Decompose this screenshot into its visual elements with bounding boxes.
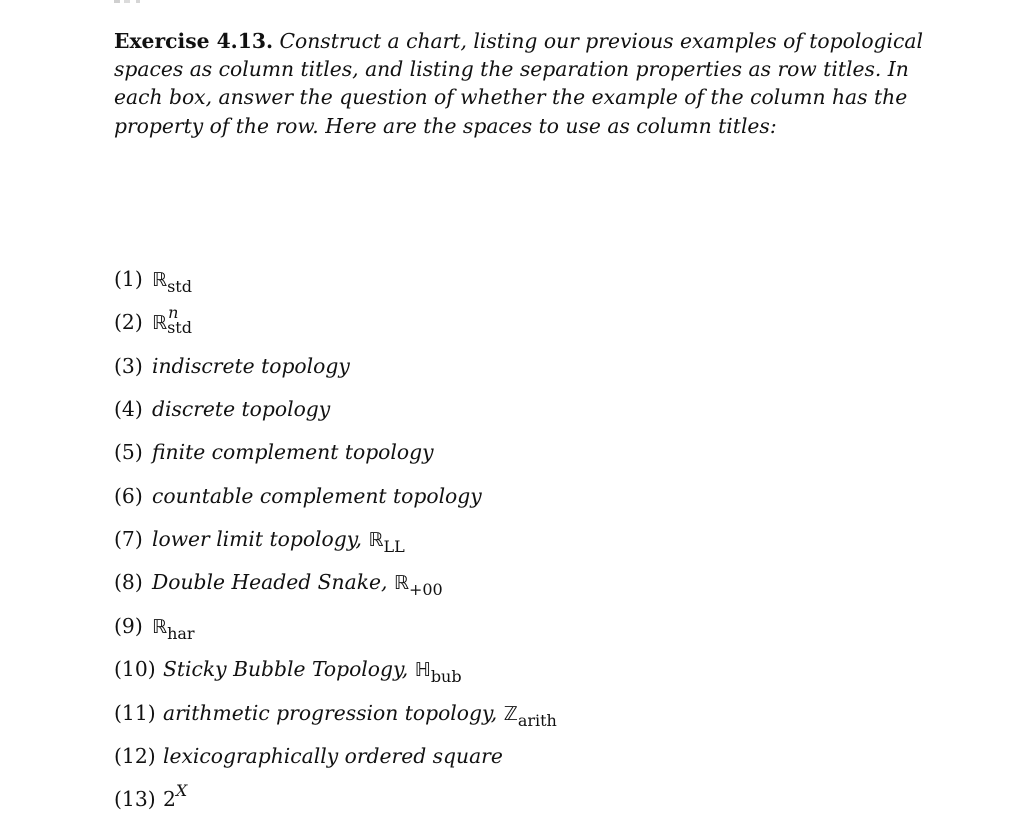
list-item-13 [114, 780, 188, 813]
superscript: n [168, 302, 179, 322]
blackboard-symbol: ℍ [414, 658, 431, 681]
list-item-number: (10) [114, 656, 156, 681]
list-item-text: countable complement topology [152, 483, 482, 508]
list-item-7 [114, 526, 405, 556]
list-item-number: (5) [114, 439, 143, 464]
list-item-5 [114, 440, 434, 464]
list-item-9 [114, 613, 195, 643]
blackboard-symbol: ℝ [152, 268, 168, 291]
list-item-number: (4) [114, 396, 143, 421]
exercise-block [114, 27, 929, 811]
list-item-text: finite complement topology [152, 439, 434, 464]
exercise-label: Exercise 4.13. [114, 29, 274, 53]
list-item-text: indiscrete topology [152, 353, 350, 378]
list-item-8 [114, 569, 443, 599]
list-item-number: (13) [114, 786, 156, 811]
list-item-number: (3) [114, 353, 143, 378]
blackboard-symbol: ℤ [503, 702, 518, 725]
subscript: arith [517, 710, 557, 730]
list-item-number: (7) [114, 526, 143, 551]
list-item-10 [114, 656, 462, 686]
blackboard-symbol: ℝ [152, 615, 168, 638]
list-item-text: lower limit topology, [152, 526, 369, 551]
list-item-number: (11) [114, 700, 156, 725]
list-item-text: arithmetic progression topology, [163, 700, 504, 725]
blackboard-symbol: ℝ [152, 311, 168, 334]
list-item-number: (2) [114, 309, 143, 334]
subscript: std [167, 317, 192, 337]
exercise-paragraph [114, 27, 929, 140]
list-item-4 [114, 397, 330, 421]
blackboard-symbol: ℝ [368, 528, 384, 551]
list-item-text: Sticky Bubble Topology, [163, 656, 415, 681]
cropped-previous-line [114, 0, 734, 3]
subscript: har [167, 623, 195, 643]
list-item-number: (6) [114, 483, 143, 508]
exercise-text: Construct a chart, listing our previous examples of topological spaces as column titles, and listing the separation properties as row titles. In each box, answer the question of whether the example of the column has the property of the row. Here are the spaces to use as column titles: [114, 29, 923, 138]
subscript: std [167, 276, 192, 296]
list-item-text: discrete topology [152, 396, 331, 421]
subscript: LL [383, 536, 405, 556]
list-item-12 [114, 744, 503, 768]
list-item-number: (8) [114, 569, 143, 594]
blackboard-symbol: ℝ [393, 571, 409, 594]
superscript: X [175, 780, 188, 800]
list-item-6 [114, 484, 482, 508]
list-item-text: lexicographically ordered square [163, 743, 503, 768]
list-item-number: (12) [114, 743, 156, 768]
list-item-11 [114, 700, 557, 730]
subscript: bub [430, 666, 462, 686]
subscript: +00 [408, 579, 443, 599]
list-item-text: Double Headed Snake, [152, 569, 394, 594]
list-item-3 [114, 354, 350, 378]
list-item-2 [114, 302, 207, 337]
list-item-number: (1) [114, 266, 143, 291]
sup-sub-stack [167, 302, 207, 337]
list-item-number: (9) [114, 613, 143, 638]
list-item-1 [114, 266, 192, 296]
base-number: 2 [163, 786, 176, 811]
